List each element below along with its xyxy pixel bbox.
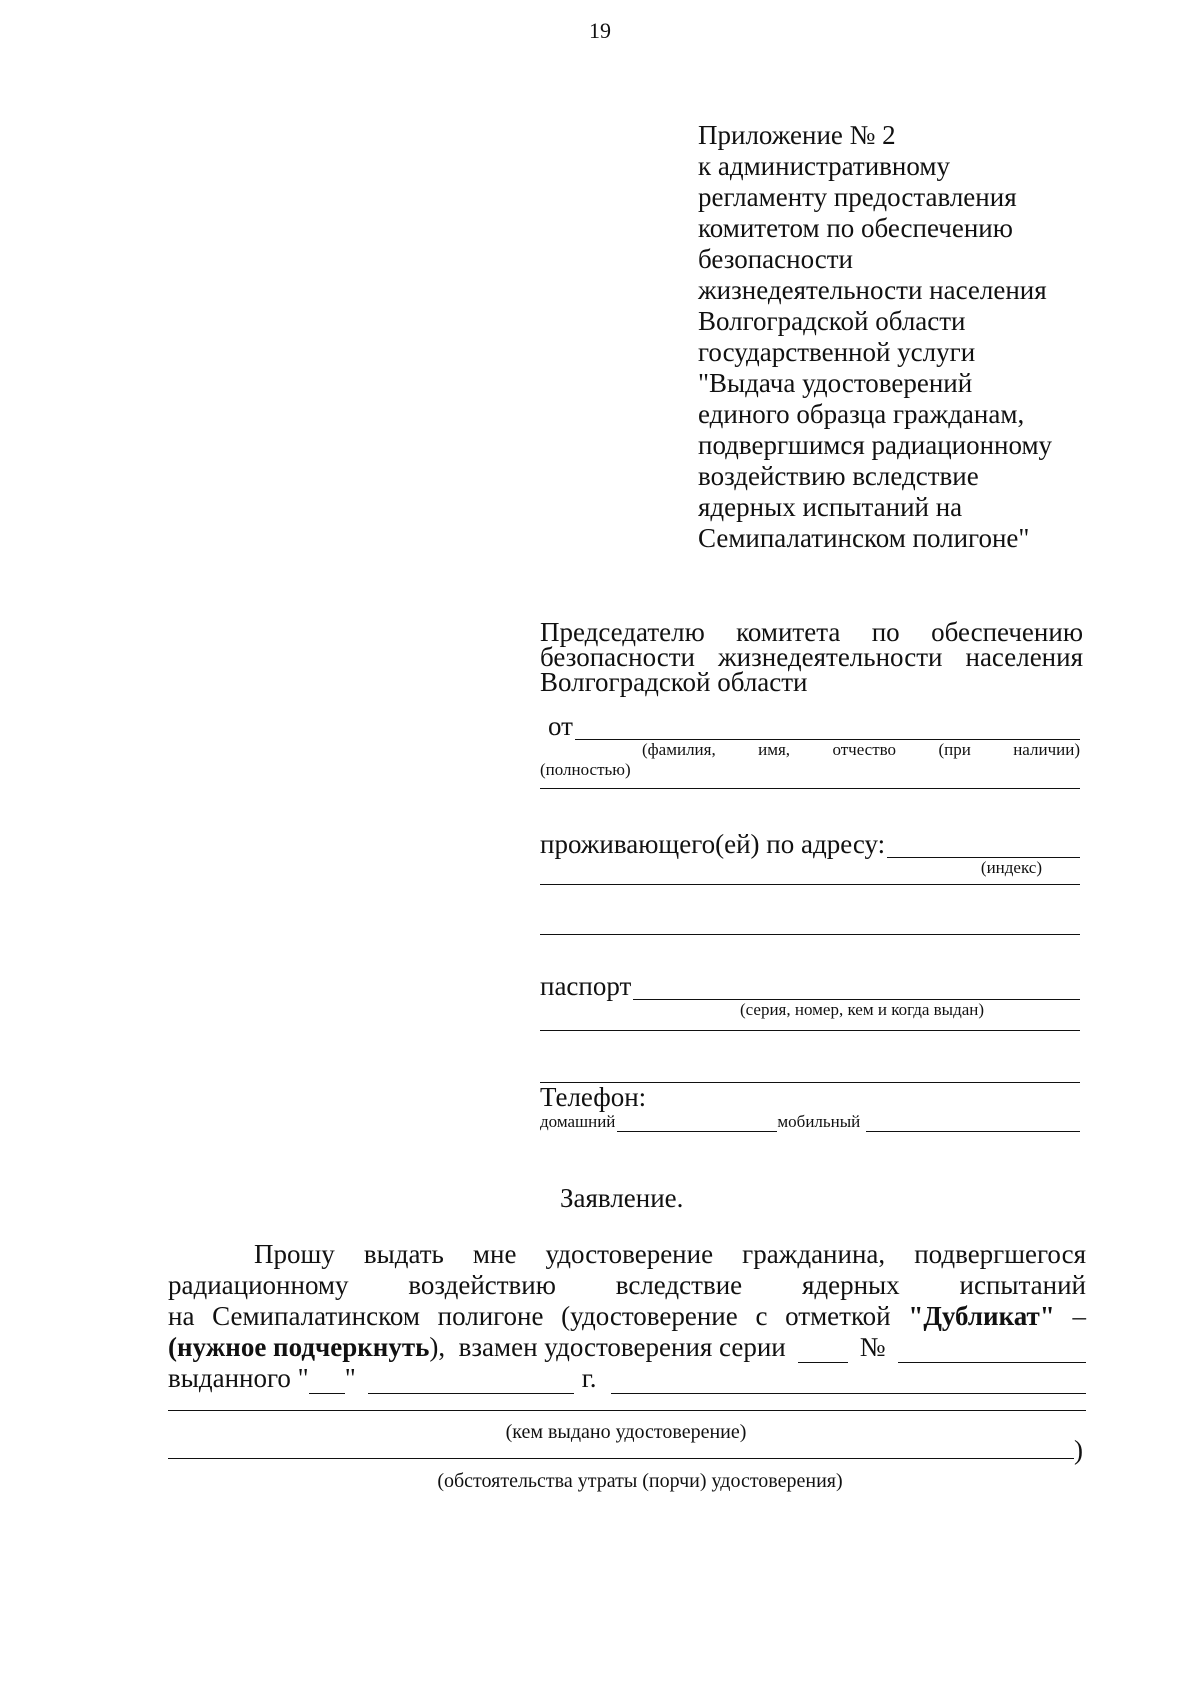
issue-month-line[interactable] — [368, 1371, 574, 1394]
mobile-phone-label: мобильный — [777, 1112, 861, 1131]
home-phone-label: домашний — [540, 1112, 616, 1131]
series-input-line[interactable] — [798, 1340, 848, 1363]
from-field — [540, 712, 1080, 780]
index-hint: (индекс) — [980, 858, 1042, 877]
appendix-line: к административному — [698, 151, 950, 181]
statement-title: Заявление. — [560, 1183, 684, 1213]
closing-paren: ) — [1074, 1435, 1083, 1465]
issued-label: выданного " — [168, 1363, 309, 1393]
issue-day-line[interactable] — [309, 1371, 345, 1394]
quote-close: " — [344, 1363, 356, 1393]
appendix-line: Приложение № 2 — [698, 120, 896, 150]
addressee-block — [540, 617, 1083, 697]
appendix-line: Волгоградской области — [698, 306, 966, 336]
duplicate-mark: "Дубликат" — [908, 1301, 1055, 1331]
statement-text: – — [1054, 1301, 1086, 1331]
appendix-line: безопасности — [698, 244, 853, 274]
appendix-line: единого образца гражданам, — [698, 399, 1025, 429]
statement-line — [168, 1332, 1086, 1363]
appendix-line: Семипалатинском полигоне" — [698, 523, 1030, 553]
addressee-line: безопасности жизнедеятельности населения — [540, 642, 1083, 672]
year-label: г. — [581, 1363, 597, 1393]
home-phone-line[interactable] — [617, 1115, 777, 1132]
address-label: проживающего(ей) по адресу: — [540, 829, 886, 859]
statement-line — [168, 1363, 1086, 1394]
addressee-line: Председателю комитета по обеспечению — [540, 617, 1083, 647]
appendix-header — [698, 120, 1052, 554]
loss-circumstances-line[interactable] — [168, 1458, 1074, 1459]
addressee-line: Волгоградской области — [540, 667, 808, 697]
statement-text: на Семипалатинском полигоне (удостоверение с отметкой — [168, 1301, 909, 1331]
appendix-line: комитетом по обеспечению — [698, 213, 1013, 243]
certificate-number-line[interactable] — [898, 1340, 1086, 1363]
appendix-line: подвергшимся радиационному — [698, 430, 1053, 460]
passport-label: паспорт — [540, 971, 632, 1001]
name-continuation-line[interactable] — [540, 788, 1080, 789]
underline-note: (нужное подчеркнуть — [168, 1332, 430, 1362]
name-hint: (фамилия, имя, отчество (при наличии) — [642, 740, 1080, 759]
passport-hint: (серия, номер, кем и когда выдан) — [740, 1000, 985, 1019]
passport-line-2[interactable] — [540, 1030, 1080, 1031]
passport-field — [540, 972, 1080, 1020]
page-number: 19 — [589, 18, 611, 43]
appendix-line: ядерных испытаний на — [698, 492, 963, 522]
from-label: от — [548, 711, 573, 741]
passport-input-line[interactable] — [633, 975, 1080, 1000]
name-hint-full: (полностью) — [540, 760, 631, 779]
issued-by-hint: (кем выдано удостоверение) — [505, 1421, 747, 1443]
appendix-line: жизнедеятельности населения — [698, 275, 1047, 305]
phone-field — [540, 1082, 1080, 1132]
statement-text: ), взамен удостоверения серии — [429, 1332, 786, 1362]
statement-line: радиационному воздействию вследствие ядерных испытаний — [168, 1270, 1086, 1300]
appendix-line: регламенту предоставления — [698, 182, 1017, 212]
address-line-1[interactable] — [540, 884, 1080, 885]
name-input-line[interactable] — [575, 715, 1080, 740]
statement-body — [168, 1239, 1086, 1394]
appendix-line: государственной услуги — [698, 337, 976, 367]
phone-label: Телефон: — [540, 1082, 647, 1112]
loss-hint: (обстоятельства утраты (порчи) удостоверения) — [437, 1470, 843, 1492]
postal-index-line[interactable] — [887, 833, 1080, 858]
mobile-phone-line[interactable] — [866, 1115, 1080, 1132]
address-line-2[interactable] — [540, 934, 1080, 935]
address-field — [540, 830, 1080, 878]
statement-line — [168, 1301, 1086, 1332]
appendix-line: "Выдача удостоверений — [698, 368, 973, 398]
issued-by-line[interactable] — [168, 1410, 1086, 1411]
number-sign: № — [859, 1332, 886, 1362]
issue-year-line[interactable] — [611, 1371, 1087, 1394]
appendix-line: воздействию вследствие — [698, 461, 979, 491]
statement-line: Прошу выдать мне удостоверение гражданина, подвергшегося — [254, 1239, 1086, 1269]
